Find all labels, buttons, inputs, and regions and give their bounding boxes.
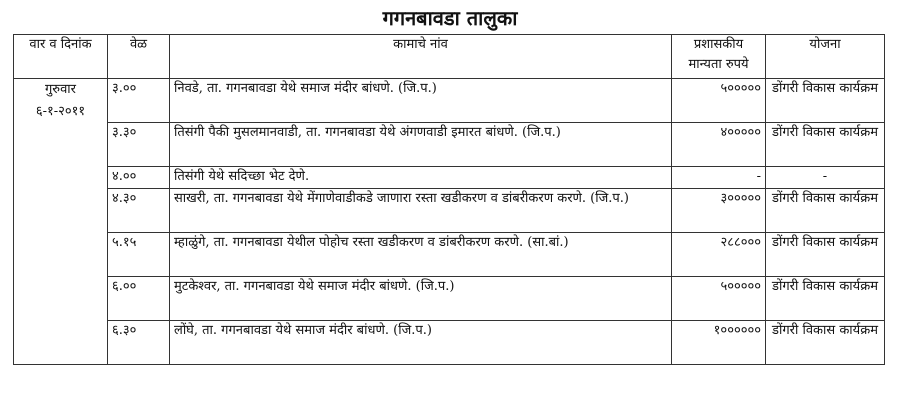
amount-cell: ५००००० xyxy=(672,79,766,123)
amount-cell: ५००००० xyxy=(672,277,766,321)
weekday: गुरुवार xyxy=(44,82,76,97)
table-row xyxy=(14,79,885,123)
table-row xyxy=(14,189,885,233)
work-cell: लोंघे, ता. गगनबावडा येथे समाज मंदीर बांधणे. (जि.प.) xyxy=(170,321,672,365)
header-time: वेळ xyxy=(108,35,170,79)
work-cell: मुटकेश्वर, ता. गगनबावडा येथे समाज मंदीर बांधणे. (जि.प.) xyxy=(170,277,672,321)
amount-cell: ४००००० xyxy=(672,123,766,167)
amount-cell: - xyxy=(672,167,766,189)
time-cell: ४.३० xyxy=(108,189,170,233)
work-cell: तिसंगी पैकी मुसलमानवाडी, ता. गगनबावडा येथे अंगणवाडी इमारत बांधणे. (जि.प.) xyxy=(170,123,672,167)
header-scheme: योजना xyxy=(766,35,885,79)
time-cell: ४.०० xyxy=(108,167,170,189)
day-date-cell xyxy=(14,79,108,365)
work-cell: तिसंगी येथे सदिच्छा भेट देणे. xyxy=(170,167,672,189)
table-row xyxy=(14,167,885,189)
table-row xyxy=(14,277,885,321)
scheme-cell: डोंगरी विकास कार्यक्रम xyxy=(766,189,885,233)
time-cell: ५.१५ xyxy=(108,233,170,277)
table-row xyxy=(14,321,885,365)
table-row xyxy=(14,123,885,167)
page-title: गगनबावडा तालुका xyxy=(382,6,518,30)
amount-cell: २८८००० xyxy=(672,233,766,277)
scheme-cell: - xyxy=(766,167,885,189)
amount-cell: ३००००० xyxy=(672,189,766,233)
time-cell: ६.०० xyxy=(108,277,170,321)
time-cell: ६.३० xyxy=(108,321,170,365)
time-cell: ३.०० xyxy=(108,79,170,123)
scheme-cell: डोंगरी विकास कार्यक्रम xyxy=(766,123,885,167)
header-work-name: कामाचे नांव xyxy=(170,35,672,79)
scheme-cell: डोंगरी विकास कार्यक्रम xyxy=(766,233,885,277)
header-day-date: वार व दिनांक xyxy=(14,35,108,79)
amount-cell: १०००००० xyxy=(672,321,766,365)
scheme-cell: डोंगरी विकास कार्यक्रम xyxy=(766,79,885,123)
work-cell: साखरी, ता. गगनबावडा येथे मेंगाणेवाडीकडे जाणारा रस्ता खडीकरण व डांबरीकरण करणे. (जि.प.) xyxy=(170,189,672,233)
work-cell: निवडे, ता. गगनबावडा येथे समाज मंदीर बांधणे. (जि.प.) xyxy=(170,79,672,123)
schedule-table xyxy=(13,34,885,365)
table-row xyxy=(14,233,885,277)
work-cell: म्हाळुंगे, ता. गगनबावडा येथील पोहोच रस्ता खडीकरण व डांबरीकरण करणे. (सा.बां.) xyxy=(170,233,672,277)
header-approval: प्रशासकीय मान्यता रुपये xyxy=(672,35,766,79)
header-row xyxy=(14,35,885,79)
scheme-cell: डोंगरी विकास कार्यक्रम xyxy=(766,321,885,365)
scheme-cell: डोंगरी विकास कार्यक्रम xyxy=(766,277,885,321)
date: ६-१-२०११ xyxy=(35,104,86,119)
time-cell: ३.३० xyxy=(108,123,170,167)
